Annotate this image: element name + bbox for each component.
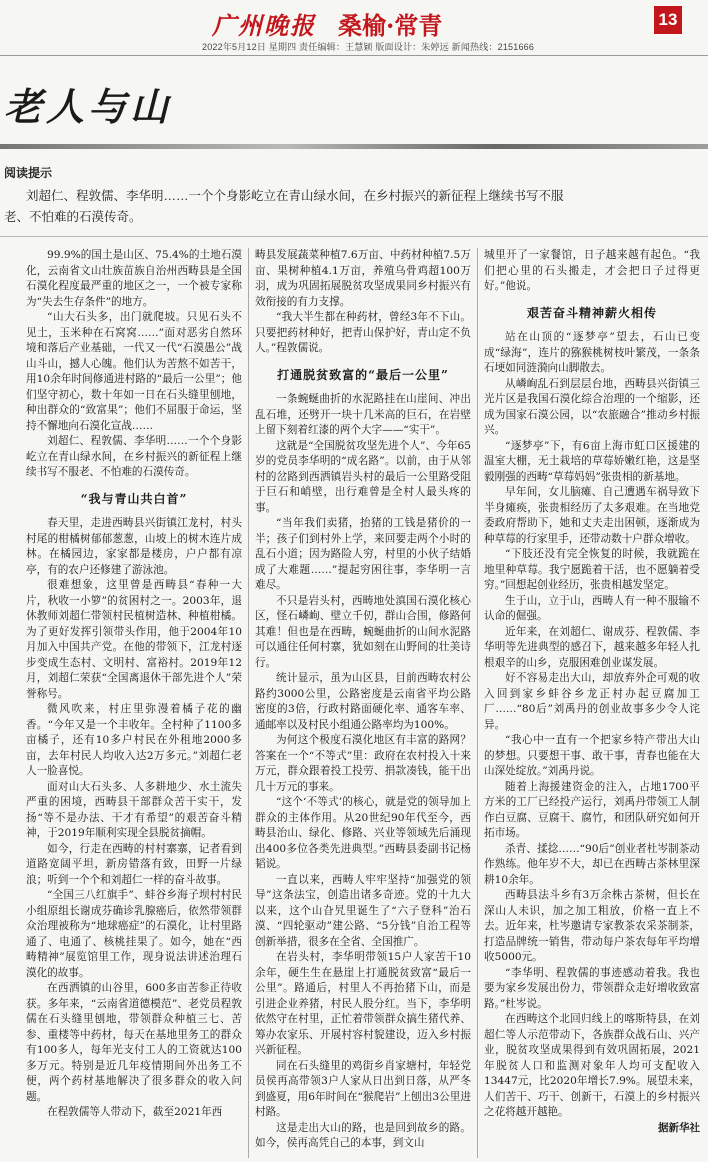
paragraph: “下肢还没有完全恢复的时候，我就跪在地里种草莓。我宁愿跪着干活，也不愿躺着受穷。”回想起创业经历，张贵相越发坚定。 [484, 548, 700, 591]
paragraph: 好不容易走出大山，却放弃外企可观的收入回到家乡蚌谷乡龙正村办起豆腐加工厂……“80后”刘禹丹的创业故事多少令人诧异。 [484, 672, 700, 731]
subheading: 打通脱贫致富的“最后一公里” [277, 367, 449, 382]
masthead [0, 0, 708, 56]
article-column-2 [255, 248, 471, 1158]
paragraph: 城里开了一家餐馆，日子越来越有起色。“我们把心里的石头搬走，才会把日子过得更好。”他说。 [484, 249, 700, 292]
paragraph: 同在石头缝里的鸡街乡肖家塘村，年轻党员侯再高带领3户人家从日出到日落，从严冬到盛夏，用6年时间在“猴爬岩”上刨出3公里进村路。 [255, 1059, 471, 1118]
paragraph: 在程敦儒等人带动下，截至2021年西 [47, 1106, 223, 1118]
paragraph: 西畴县法斗乡有3万余株古茶树，但长在深山人未识，加之加工粗放，价格一直上不去。近年来，杜岑邀请专家教茶农采茶制茶，打造品牌统一销售，带动每户茶农每年平均增收5000元。 [484, 889, 700, 963]
paragraph: 很难想象，这里曾是西畴县“春种一大片，秋收一小箩”的贫困村之一。2003年，退休教师刘超仁带领村民植树造林、种植柑橘。为了更好发挥引领带头作用，他于2004年10月加入中国共产党。在他的带领下，江龙村逐步变成生态村、文明村、富裕村。2019年12月，刘超仁荣获“全国离退休干部先进个人”荣誉称号。 [26, 579, 242, 700]
paragraph: 生于山，立于山，西畴人有一种不服输不认命的倔强。 [484, 594, 700, 622]
paragraph: 杀青、揉捻……“90后”创业者杜岑制茶动作熟练。他年岁不大，却已在西畴古茶林里深耕10余年。 [484, 842, 700, 886]
paragraph: 春天里，走进西畴县兴街镇江龙村，村头村尾的柑橘树郁郁葱葱，山坡上的树木连片成林。在橘园边，家家都是楼房，户户都有凉亭，有的农户还修建了游泳池。 [26, 517, 242, 576]
paragraph: 在西洒镇的山谷里，600多亩苦参正待收获。多年来，“云南省道德模范”、老党员程敦儒在石头缝里刨地，带领群众种植三七、苦参、重楼等中药材，每天在基地里务工的群众有100多人，每年光支付工人的工资就达100多万元。特别是近几年疫情期间外出务工不便，两个药材基地解决了很多群众的收入问题。 [26, 982, 242, 1103]
section-title: 桑榆·常青 [338, 11, 443, 40]
column-divider [477, 248, 478, 1158]
article-body [26, 248, 704, 1158]
newspaper-brand: 广州晚报 [212, 11, 316, 40]
paragraph: 在岩头村，李华明带领15户人家苦干10余年，硬生生在悬崖上打通脱贫致富“最后一公里”。路通后，村里人不再抬猪下山，而是引进企业养猪，村民人股分红。当下，李华明依然守在村里，正忙着带领群众搞生猪代养、筹办农家乐、开展村容村貌建设，迈入乡村振兴新征程。 [255, 951, 471, 1056]
article-column-3 [484, 248, 700, 1158]
paragraph: “当年我们卖猪，抬猪的工钱是猪价的一半；孩子们到村外上学，来回要走两个小时的乱石小道；因为路险人穷，村里的小伙子结婚成了大难题……”提起穷困往事，李华明一言难尽。 [255, 517, 471, 591]
paragraph: “这个‘不等式’的核心，就是党的领导加上群众的主体作用。从20世纪90年代至今，西畴县治山、绿化、修路、兴业等领域先后涌现出400多位各类先进典型。”西畴县委副书记杨韬说。 [255, 796, 471, 870]
paragraph: 近年来，在刘超仁、谢成芬、程敦儒、李华明等先进典型的感召下，越来越多年轻人扎根艰辛的山乡，克服困难创业谋发展。 [484, 625, 700, 669]
lede-text: 刘超仁、程敦儒、李华明……一个个身影屹立在青山绿水间，在乡村振兴的新征程上继续书写不服老、不怕难的石漠传奇。 [4, 189, 564, 224]
article-headline: 老人与山 [4, 84, 173, 129]
paragraph: 随着上海援建资金的注入，占地1700平方米的工厂已经投产运行，刘禹丹带领工人制作白豆腐、豆腐干、腐竹，和团队研究如何开拓市场。 [484, 780, 700, 839]
paragraph: 早年间，女儿脑瘫、自己遭遇车祸导致下半身瘫痪，张贵相经历了太多艰难。在当地党委政府帮助下，她和丈夫走出困顿，逐渐成为种草莓的行家里手，还带动数十户群众增收。 [484, 486, 700, 545]
paragraph: 一条蜿蜒曲折的水泥路挂在山崖间、冲出乱石堆，还劈开一块十几米高的巨石，在岩壁上留下刻着红漆的两个大字——“实干”。 [255, 393, 471, 436]
paragraph: 为何这个极度石漠化地区有丰富的路网？答案在一个“不等式”里：政府在农村投入十来万元，群众跟着投工投劳、捐款凑钱，能干出几十万元的事来。 [255, 734, 471, 793]
decorative-brush-stroke [0, 144, 708, 149]
paragraph: 畴县发展蔬菜种植7.6万亩、中药材种植7.5万亩、果树种植4.1万亩，养殖乌骨鸡超100万羽，成为巩固拓展脱贫攻坚成果同乡村振兴有效衔接的有力支撑。 [255, 249, 471, 308]
paragraph: “我大半生都在种药材，曾经3年不下山。只要把药材种好，把青山保护好，青山定不负人。”程敦儒说。 [255, 311, 471, 354]
paragraph: “我心中一直有一个把家乡特产带出大山的梦想。只要想干事、敢干事，青春也能在大山深处绽放。”刘禹丹说。 [484, 734, 700, 777]
paragraph: 从嶙峋乱石到层层台地，西畴县兴街镇三光片区是我国石漠化综合治理的一个缩影，还成为国家石漠公园，以“农旅融合”推动乡村振兴。 [484, 377, 700, 436]
paragraph: “全国三八红旗手”、蚌谷乡海子坝村村民小组原组长谢成芬确诊乳腺癌后，依然带领群众治理被称为“地球癌症”的石漠化，让村里路通了、电通了、核桃挂果了。如今，她在“西畴精神”展览馆里工作，现身说法讲述治理石漠化的故事。 [26, 889, 242, 979]
lede-label: 阅读提示 [4, 166, 53, 180]
paragraph: 在西畴这个北回归线上的喀斯特县，在刘超仁等人示范带动下，各族群众战石山、兴产业，脱贫攻坚成果得到有效巩固拓展，2021年脱贫人口和监测对象年人均可支配收入13447元，比2020年增长7.9%。展望未来，人们苦干、巧干、创新干，石漠上的乡村振兴之花将越开越艳。 [484, 1013, 700, 1118]
column-divider [248, 248, 249, 1158]
paragraph: 微风吹来，村庄里弥漫着橘子花的幽香。“今年又是一个丰收年。全村种了1100多亩橘子，还有10多户村民在外租地2000多亩，去年村民人均收入达2万多元。”刘超仁老人一脸喜悦。 [26, 703, 242, 777]
lede-divider [0, 236, 708, 237]
masthead-divider [0, 55, 708, 56]
article-column-1 [26, 248, 242, 1158]
paragraph: 一直以来，西畴人牢牢坚持“加强党的领导”这条法宝，创造出诸多奇迹。党的十九大以来，这个山旮旯里诞生了“六子登科”治石漠、“四轮驱动”建公路、“5分钱”自治工程等创新举措，很多在全省、全国推广。 [255, 873, 471, 948]
paragraph: 99.9%的国土是山区、75.4%的土地石漠化，云南省文山壮族苗族自治州西畴县是全国石漠化程度最严重的地区之一，一个被专家称为“失去生存条件”的地方。 [26, 249, 242, 308]
edition-info-line: 2022年5月12日 星期四 责任编辑：王慧颖 版面设计：朱婷远 新闻热线：2151666 [202, 42, 535, 52]
paragraph: 统计显示，虽为山区县，目前西畴农村公路约3000公里，公路密度是云南省平均公路密度的3倍，行政村路面硬化率、通客车率、通邮率以及村民小组通公路率均为100%。 [255, 672, 471, 731]
subheading: “我与青山共白首” [80, 491, 188, 506]
paragraph: 这就是“全国脱贫攻坚先进个人”、今年65岁的党员李华明的“成名路”。以前，由于从邻村的岔路到西洒镇岩头村的最后一公里路受阻于巨石和峭壁，出行难曾是全村人最头疼的事。 [255, 439, 471, 514]
paragraph: 站在山顶的“逐梦亭”望去，石山已变成“绿海”，连片的猕猴桃树枝叶繁茂，一条条石埂如同涟漪向山脚散去。 [484, 331, 700, 374]
paragraph: 刘超仁、程敦儒、李华明……一个个身影屹立在青山绿水间，在乡村振兴的新征程上继续书写不服老、不怕难的石漠传奇。 [26, 435, 242, 478]
source-byline: 据新华社 [658, 1121, 700, 1134]
paragraph: “李华明、程敦儒的事迹感动着我。我也要为家乡发展出份力，带领群众走好增收致富路。”杜岑说。 [484, 966, 700, 1010]
paragraph: 这是走出大山的路，也是回到故乡的路。如今，侯再高凭自己的本事，到文山 [255, 1121, 471, 1149]
paragraph: 不只是岩头村，西畴地处滇国石漠化核心区，怪石嶙峋、壁立千仞，群山合围，修路何其难！但也是在西畴，蜿蜒曲折的山间水泥路可以通往任何村寨，犹如刻在山野间的壮美诗行。 [255, 594, 471, 669]
subheading: 艰苦奋斗精神薪火相传 [526, 305, 657, 320]
paragraph: 如今，行走在西畴的村村寨寨，记者看到道路宽阔平坦，新房错落有致，田野一片绿浪；听到一个个和刘超仁一样的奋斗故事。 [26, 842, 242, 886]
paragraph: “山大石头多，出门就爬坡。只见石头不见土，玉米种在石窝窝……”面对恶劣自然环境和落后产业基础，一代又一代“石漠愚公”战山斗山，撼人心魄。他们认为苦熬不如苦干，用10余年时间修通进村路的“最后一公里”；他们坚守初心，数十年如一日在石头缝里刨地，种出群众的“致富果”；他们不屈服于命运，坚持不懈地向石漠化宣战…… [26, 311, 242, 432]
paragraph: “逐梦亭”下，有6亩上海市虹口区援建的温室大棚，无土栽培的草莓娇嫩红艳，这是坚毅刚强的西畴“草莓妈妈”张贵相的新基地。 [484, 439, 700, 483]
page-number-badge: 13 [654, 6, 682, 34]
paragraph: 面对山大石头多、人多耕地少、水土流失严重的困境，西畴县干部群众苦干实干，发扬“等不是办法、干才有希望”的艰苦奋斗精神，于2019年顺利实现全县脱贫摘帽。 [26, 780, 242, 839]
